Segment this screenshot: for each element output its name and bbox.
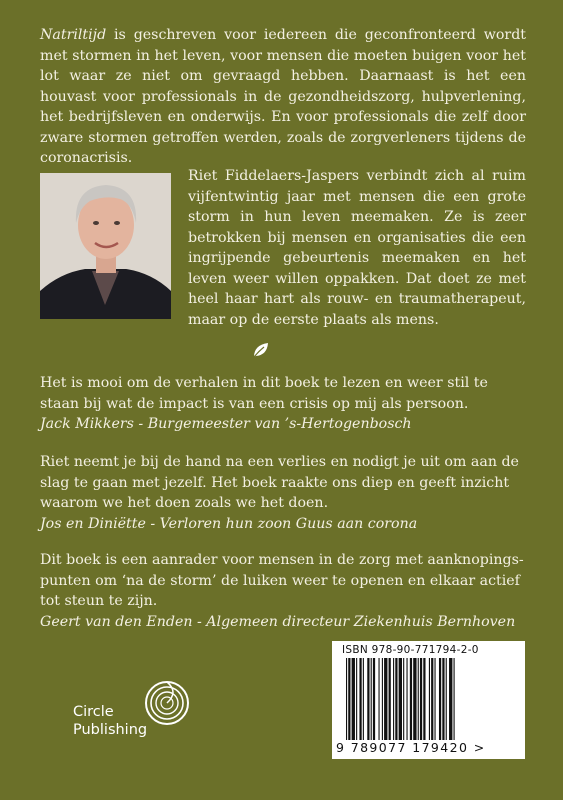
book-title: Natriltijd	[40, 27, 107, 43]
quote-2-text: Riet neemt je bij de hand na een verlies en nodigt je uit om aan de slag te gaan met jezelf. Het boek raakte ons diep en geeft inzicht waarom we het doen zoals we het doen.	[40, 454, 519, 511]
barcode-bar	[406, 658, 407, 740]
barcode-bar	[395, 658, 397, 740]
barcode-bar	[434, 658, 435, 740]
quote-1-text: Het is mooi om de verhalen in dit boek te lezen en weer stil te staan bij wat de impact is van een crisis op mij als persoon.	[40, 375, 488, 412]
publisher-line-1: Circle	[73, 704, 114, 720]
barcode-bar	[363, 658, 364, 740]
barcode-bar	[446, 658, 447, 740]
barcode-bar	[454, 658, 455, 740]
barcode-bar	[356, 658, 357, 740]
barcode-bar	[367, 658, 369, 740]
barcode-bar	[382, 658, 383, 740]
barcode-bar	[439, 658, 441, 740]
quote-3-text: Dit boek is een aanrader voor mensen in de zorg met aanknopingspunten om ‘na de storm’ de luiken weer te openen en elkaar actief tot steun te zijn.	[40, 552, 524, 609]
author-bio: Riet Fiddelaers-Jaspers verbindt zich al ruim vijfentwintig jaar met mensen die een grote storm in hun leven meemaken. Ze is zeer betrokken bij mensen en organisaties die een ingrijpende gebeurtenis meemaken en het leven weer willen oppakken. Dat doet ze met heel haar hart als rouw- en traumatherapeut, maar op de eerste plaats als mens.	[188, 168, 526, 328]
barcode-bar	[423, 658, 425, 740]
barcode-bar	[403, 658, 404, 740]
quote-3	[40, 550, 530, 632]
barcode-bar	[359, 658, 361, 740]
barcode-bar	[399, 658, 402, 740]
author-portrait-image	[40, 173, 171, 319]
quote-3-author: Geert van den Enden - Algemeen directeur Ziekenhuis Bernhoven	[40, 613, 516, 630]
barcode-bar	[418, 658, 419, 740]
author-portrait	[40, 173, 171, 319]
quote-2	[40, 452, 530, 534]
barcode-bar	[410, 658, 412, 740]
barcode-bar	[413, 658, 416, 740]
barcode-bar	[442, 658, 444, 740]
barcode-bar	[420, 658, 422, 740]
leaf-icon	[252, 341, 270, 359]
barcode-bar	[429, 658, 430, 740]
barcode-digits: 9 789077 179420 >	[336, 740, 486, 755]
barcode-bar	[348, 658, 350, 740]
barcode-bars	[346, 658, 514, 740]
quote-1	[40, 373, 530, 435]
publisher-block	[73, 680, 193, 750]
quote-1-author: Jack Mikkers - Burgemeester van ’s-Hertogenbosch	[40, 416, 412, 432]
quote-2-author: Jos en Diniëtte - Verloren hun zoon Guus aan corona	[40, 515, 418, 532]
isbn-label: ISBN 978-90-771794-2-0	[342, 644, 479, 656]
isbn-barcode	[332, 641, 525, 759]
barcode-bar	[449, 658, 452, 740]
intro-text: is geschreven voor iedereen die geconfronteerd wordt met stormen in het leven, voor mensen die moeten buigen voor het lot waar ze niet om gevraagd hebben. Daarnaast is het een houvast voor professionals in de gezondheidszorg, hulpverlening, het bedrijfsleven en onderwijs. En voor professionals die zelf door zware stormen getroffen werden, zoals de zorgverleners tijdens de coronacrisis.	[40, 27, 526, 166]
publisher-name	[73, 703, 147, 739]
barcode-bar	[389, 658, 391, 740]
barcode-bar	[378, 658, 379, 740]
barcode-bar	[384, 658, 387, 740]
circle-spiral-logo-icon	[144, 680, 190, 726]
barcode-bar	[352, 658, 355, 740]
barcode-bar	[346, 658, 347, 740]
barcode-bar	[393, 658, 394, 740]
barcode-bar	[373, 658, 375, 740]
publisher-line-2: Publishing	[73, 722, 148, 738]
barcode-bar	[431, 658, 433, 740]
barcode-bar	[371, 658, 372, 740]
intro-paragraph	[40, 25, 526, 169]
